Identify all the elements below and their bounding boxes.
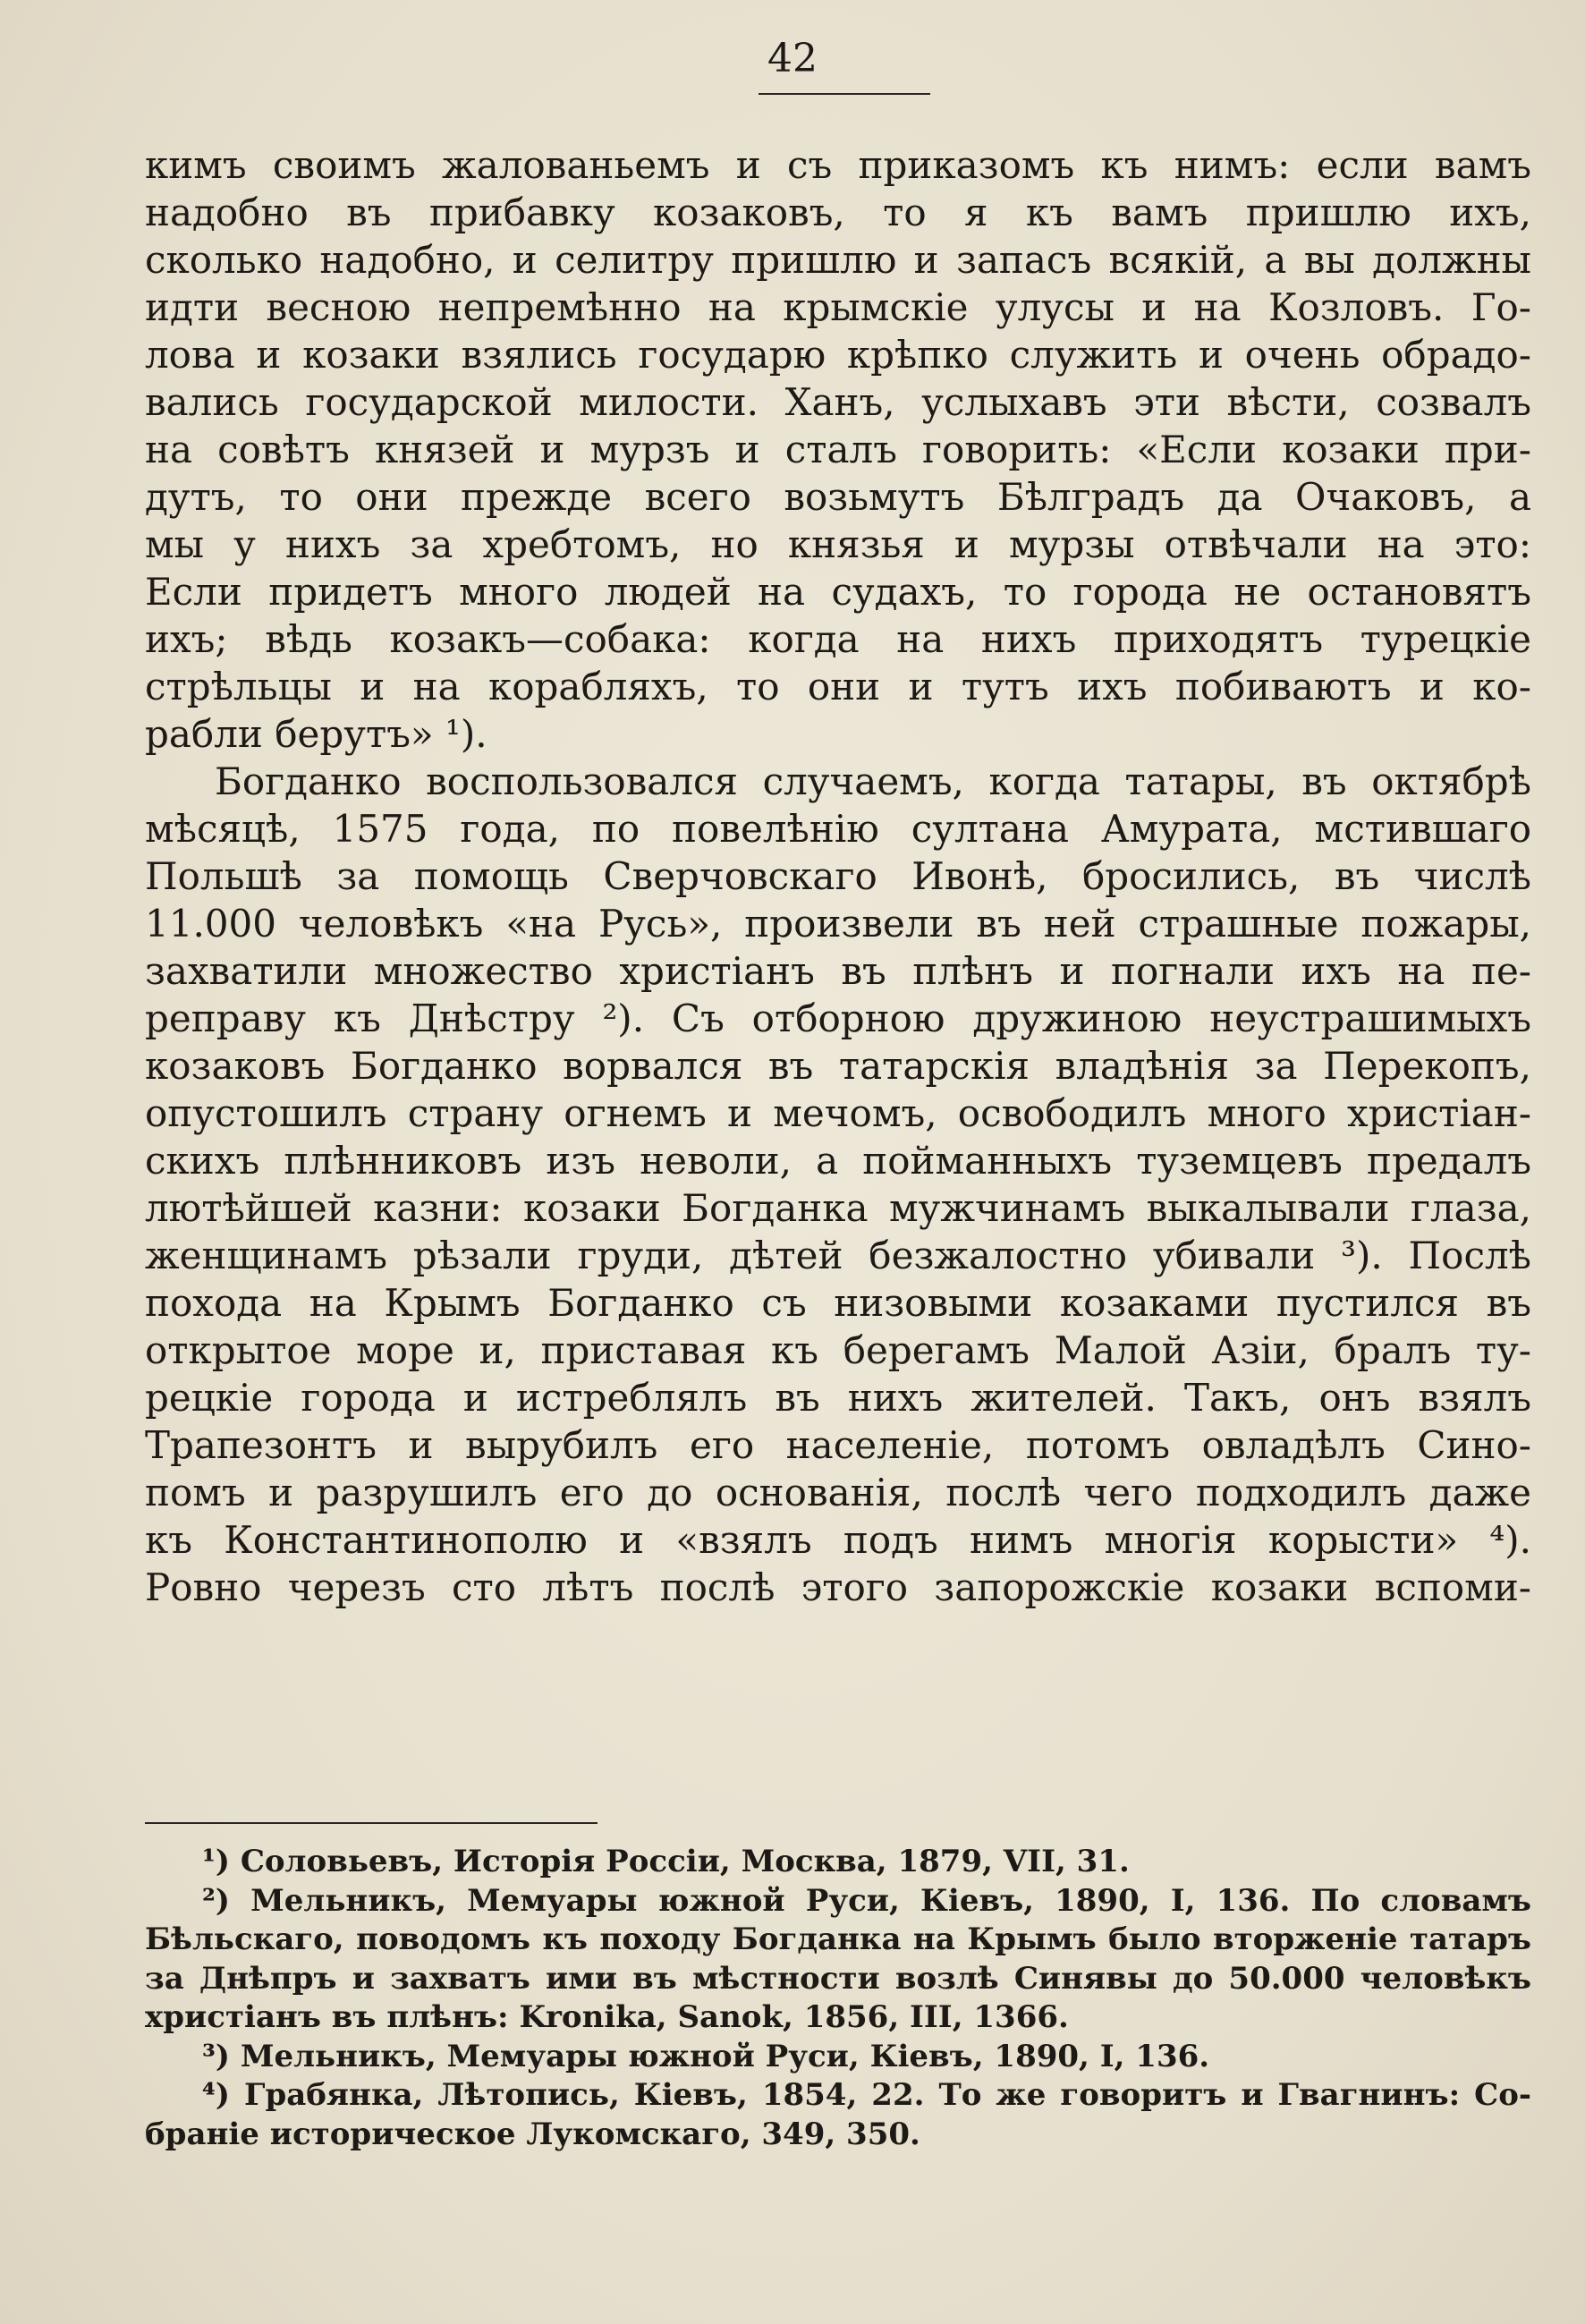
text-line: Богданко воспользовался случаемъ, когда татары, въ октябрѣ — [215, 759, 1531, 803]
text-line: помъ и разрушилъ его до основанія, послѣ чего подходилъ даже — [145, 1471, 1531, 1514]
text-line: рабли берутъ» ¹). — [145, 712, 487, 756]
footnote-line: христіанъ въ плѣнъ: Kronika, Sanok, 1856, III, 1366. — [145, 1999, 1069, 2035]
footnote-line: ²) Мельникъ, Мемуары южной Руси, Кіевъ, 1890, I, 136. По словамъ — [202, 1882, 1531, 1919]
text-line: Трапезонтъ и вырубилъ его населеніе, потомъ овладѣлъ Сино- — [145, 1423, 1531, 1467]
body-text — [145, 141, 1531, 1611]
text-line: дутъ, то они прежде всего возьмутъ Бѣлградъ да Очаковъ, а — [145, 475, 1531, 519]
text-line: идти весною непремѣнно на крымскіе улусы и на Козловъ. Го- — [145, 285, 1531, 329]
page-number-rule — [759, 93, 930, 95]
text-line: надобно въ прибавку козаковъ, то я къ вамъ пришлю ихъ, — [145, 191, 1531, 234]
footnote-rule — [145, 1822, 598, 1824]
page-number: 42 — [767, 36, 818, 81]
footnote-line: за Днѣпръ и захватъ ими въ мѣстности возлѣ Синявы до 50.000 человѣкъ — [145, 1960, 1531, 1997]
text-line: захватили множество христіанъ въ плѣнъ и погнали ихъ на пе- — [145, 949, 1531, 993]
text-line: мѣсяцѣ, 1575 года, по повелѣнію султана Амурата, мстившаго — [145, 807, 1531, 851]
text-line: Если придетъ много людей на судахъ, то города не остановятъ — [145, 570, 1531, 614]
footnote-line: Бѣльскаго, поводомъ къ походу Богданка на Крымъ было вторженіе татаръ — [145, 1921, 1531, 1957]
text-line: сколько надобно, и селитру пришлю и запасъ всякій, а вы должны — [145, 238, 1531, 282]
text-line: открытое море и, приставая къ берегамъ Малой Азіи, бралъ ту- — [145, 1328, 1531, 1372]
text-line: женщинамъ рѣзали груди, дѣтей безжалостно убивали ³). Послѣ — [145, 1234, 1531, 1277]
text-line: опустошилъ страну огнемъ и мечомъ, освободилъ много христіан- — [145, 1091, 1531, 1135]
footnote-line: ⁴) Грабянка, Лѣтопись, Кіевъ, 1854, 22. То же говоритъ и Гвагнинъ: Со- — [202, 2077, 1531, 2113]
text-line: вались государской милости. Ханъ, услыхавъ эти вѣсти, созвалъ — [145, 380, 1531, 424]
text-line: стрѣльцы и на корабляхъ, то они и тутъ ихъ побиваютъ и ко- — [145, 665, 1531, 708]
text-line: Польшѣ за помощь Сверчовскаго Ивонѣ, бросились, въ числѣ — [145, 854, 1531, 898]
text-line: мы у нихъ за хребтомъ, но князья и мурзы отвѣчали на это: — [145, 522, 1531, 566]
text-line: кимъ своимъ жалованьемъ и съ приказомъ къ нимъ: если вамъ — [145, 143, 1531, 187]
footnote-line: ¹) Соловьевъ, Исторія Россіи, Москва, 1879, VII, 31. — [202, 1844, 1130, 1879]
text-line: рецкіе города и истреблялъ въ нихъ жителей. Такъ, онъ взялъ — [145, 1376, 1531, 1420]
footnote-line: ³) Мельникъ, Мемуары южной Руси, Кіевъ, 1890, I, 136. — [202, 2038, 1210, 2074]
footnote-line: браніе историческое Лукомскаго, 349, 350. — [145, 2116, 920, 2152]
footnotes — [145, 1843, 1531, 2154]
text-line: лова и козаки взялись государю крѣпко служить и очень обрадо- — [145, 333, 1531, 377]
text-line: къ Константинополю и «взялъ подъ нимъ многія корысти» ⁴). — [145, 1518, 1531, 1562]
text-line: реправу къ Днѣстру ²). Съ отборною дружиною неустрашимыхъ — [145, 997, 1531, 1040]
text-line: скихъ плѣнниковъ изъ неволи, а пойманныхъ туземцевъ предалъ — [145, 1139, 1531, 1183]
text-line: на совѣтъ князей и мурзъ и сталъ говорить: «Если козаки при- — [145, 428, 1531, 471]
text-line: 11.000 человѣкъ «на Русь», произвели въ ней страшные пожары, — [145, 902, 1531, 946]
text-line: Ровно черезъ сто лѣтъ послѣ этого запорожскіе козаки вспоми- — [145, 1565, 1531, 1609]
text-line: похода на Крымъ Богданко съ низовыми козаками пустился въ — [145, 1281, 1531, 1325]
text-line: ихъ; вѣдь козакъ—собака: когда на нихъ приходятъ турецкіе — [145, 617, 1531, 661]
text-line: лютѣйшей казни: козаки Богданка мужчинамъ выкалывали глаза, — [145, 1186, 1531, 1230]
text-line: козаковъ Богданко ворвался въ татарскія владѣнія за Перекопъ, — [145, 1044, 1531, 1088]
